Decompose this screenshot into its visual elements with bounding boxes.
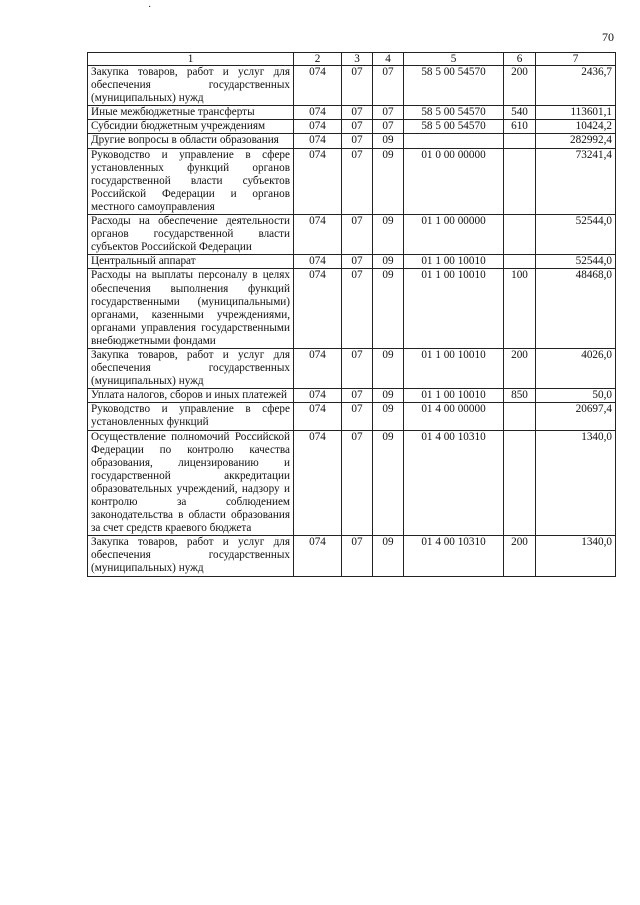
expense-type-code — [504, 403, 536, 430]
table-row — [88, 66, 616, 106]
subsection-code: 09 — [373, 215, 404, 255]
ministry-code: 074 — [294, 106, 342, 120]
column-header: 4 — [373, 53, 404, 66]
table-row — [88, 134, 616, 148]
section-code: 07 — [342, 389, 373, 403]
target-code: 01 4 00 10310 — [404, 536, 504, 576]
expense-name: Уплата налогов, сборов и иных платежей — [88, 389, 294, 403]
ministry-code: 074 — [294, 148, 342, 214]
expense-type-code: 200 — [504, 348, 536, 388]
subsection-code: 09 — [373, 134, 404, 148]
expense-name: Расходы на обеспечение деятельности органов государственной власти субъектов Российской Федерации — [88, 215, 294, 255]
subsection-code: 09 — [373, 389, 404, 403]
expense-name: Центральный аппарат — [88, 255, 294, 269]
subsection-code: 09 — [373, 430, 404, 536]
ministry-code: 074 — [294, 215, 342, 255]
expense-name: Осуществление полномочий Российской Федерации по контролю качества образования, лицензированию и государственной аккредитации образовательных учреждений, надзору и контролю за соблюдением законодательства в области образования за счет средств краевого бюджета — [88, 430, 294, 536]
subsection-code: 09 — [373, 255, 404, 269]
ministry-code: 074 — [294, 120, 342, 134]
table-row — [88, 403, 616, 430]
target-code: 01 1 00 10010 — [404, 389, 504, 403]
table-row — [88, 120, 616, 134]
column-header: 6 — [504, 53, 536, 66]
amount: 4026,0 — [536, 348, 616, 388]
subsection-code: 09 — [373, 269, 404, 349]
expense-name: Расходы на выплаты персоналу в целях обеспечения выполнения функций государственными (муниципальными) органами, казенными учреждениями, органами управления государственными внебюджетными фондами — [88, 269, 294, 349]
subsection-code: 07 — [373, 66, 404, 106]
subsection-code: 07 — [373, 106, 404, 120]
amount: 2436,7 — [536, 66, 616, 106]
section-code: 07 — [342, 430, 373, 536]
column-header: 7 — [536, 53, 616, 66]
ministry-code: 074 — [294, 269, 342, 349]
expense-name: Руководство и управление в сфере установленных функций органов государственной власти субъектов Российской Федерации и органов местного самоуправления — [88, 148, 294, 214]
table-row — [88, 430, 616, 536]
expense-name: Закупка товаров, работ и услуг для обеспечения государственных (муниципальных) нужд — [88, 348, 294, 388]
section-code: 07 — [342, 66, 373, 106]
expense-type-code: 850 — [504, 389, 536, 403]
target-code: 58 5 00 54570 — [404, 106, 504, 120]
target-code: 01 1 00 00000 — [404, 215, 504, 255]
section-code: 07 — [342, 348, 373, 388]
ministry-code: 074 — [294, 66, 342, 106]
amount: 48468,0 — [536, 269, 616, 349]
header-row — [88, 53, 616, 66]
amount: 1340,0 — [536, 430, 616, 536]
table-row — [88, 215, 616, 255]
table-row — [88, 536, 616, 576]
subsection-code: 09 — [373, 348, 404, 388]
amount: 20697,4 — [536, 403, 616, 430]
subsection-code: 09 — [373, 536, 404, 576]
expense-name: Иные межбюджетные трансферты — [88, 106, 294, 120]
expense-type-code — [504, 430, 536, 536]
amount: 52544,0 — [536, 255, 616, 269]
column-header: 1 — [88, 53, 294, 66]
expense-name: Закупка товаров, работ и услуг для обеспечения государственных (муниципальных) нужд — [88, 536, 294, 576]
amount: 113601,1 — [536, 106, 616, 120]
table-row — [88, 148, 616, 214]
subsection-code: 09 — [373, 403, 404, 430]
ministry-code: 074 — [294, 389, 342, 403]
table-row — [88, 348, 616, 388]
target-code: 58 5 00 54570 — [404, 120, 504, 134]
amount: 52544,0 — [536, 215, 616, 255]
expense-type-code — [504, 215, 536, 255]
amount: 73241,4 — [536, 148, 616, 214]
expense-type-code — [504, 148, 536, 214]
table-row — [88, 255, 616, 269]
target-code: 01 0 00 00000 — [404, 148, 504, 214]
section-code: 07 — [342, 403, 373, 430]
expense-type-code — [504, 134, 536, 148]
amount: 1340,0 — [536, 536, 616, 576]
table-row — [88, 106, 616, 120]
table-row — [88, 269, 616, 349]
target-code: 01 4 00 10310 — [404, 430, 504, 536]
section-code: 07 — [342, 269, 373, 349]
column-header: 2 — [294, 53, 342, 66]
section-code: 07 — [342, 148, 373, 214]
column-header: 5 — [404, 53, 504, 66]
expense-name: Другие вопросы в области образования — [88, 134, 294, 148]
expense-name: Субсидии бюджетным учреждениям — [88, 120, 294, 134]
ministry-code: 074 — [294, 403, 342, 430]
target-code: 01 4 00 00000 — [404, 403, 504, 430]
budget-table — [87, 52, 616, 577]
target-code: 01 1 00 10010 — [404, 255, 504, 269]
page-number: 70 — [602, 30, 614, 44]
ministry-code: 074 — [294, 134, 342, 148]
column-header: 3 — [342, 53, 373, 66]
section-code: 07 — [342, 536, 373, 576]
expense-type-code — [504, 255, 536, 269]
target-code: 01 1 00 10010 — [404, 348, 504, 388]
section-code: 07 — [342, 215, 373, 255]
table-row — [88, 389, 616, 403]
ministry-code: 074 — [294, 348, 342, 388]
expense-type-code: 200 — [504, 66, 536, 106]
section-code: 07 — [342, 134, 373, 148]
expense-type-code: 610 — [504, 120, 536, 134]
amount: 282992,4 — [536, 134, 616, 148]
amount: 10424,2 — [536, 120, 616, 134]
section-code: 07 — [342, 120, 373, 134]
expense-name: Закупка товаров, работ и услуг для обеспечения государственных (муниципальных) нужд — [88, 66, 294, 106]
section-code: 07 — [342, 255, 373, 269]
target-code — [404, 134, 504, 148]
expense-type-code: 200 — [504, 536, 536, 576]
ministry-code: 074 — [294, 430, 342, 536]
expense-type-code: 540 — [504, 106, 536, 120]
target-code: 01 1 00 10010 — [404, 269, 504, 349]
amount: 50,0 — [536, 389, 616, 403]
expense-type-code: 100 — [504, 269, 536, 349]
subsection-code: 07 — [373, 120, 404, 134]
expense-name: Руководство и управление в сфере установленных функций — [88, 403, 294, 430]
scan-mark: · — [148, 2, 152, 13]
ministry-code: 074 — [294, 255, 342, 269]
subsection-code: 09 — [373, 148, 404, 214]
ministry-code: 074 — [294, 536, 342, 576]
target-code: 58 5 00 54570 — [404, 66, 504, 106]
section-code: 07 — [342, 106, 373, 120]
